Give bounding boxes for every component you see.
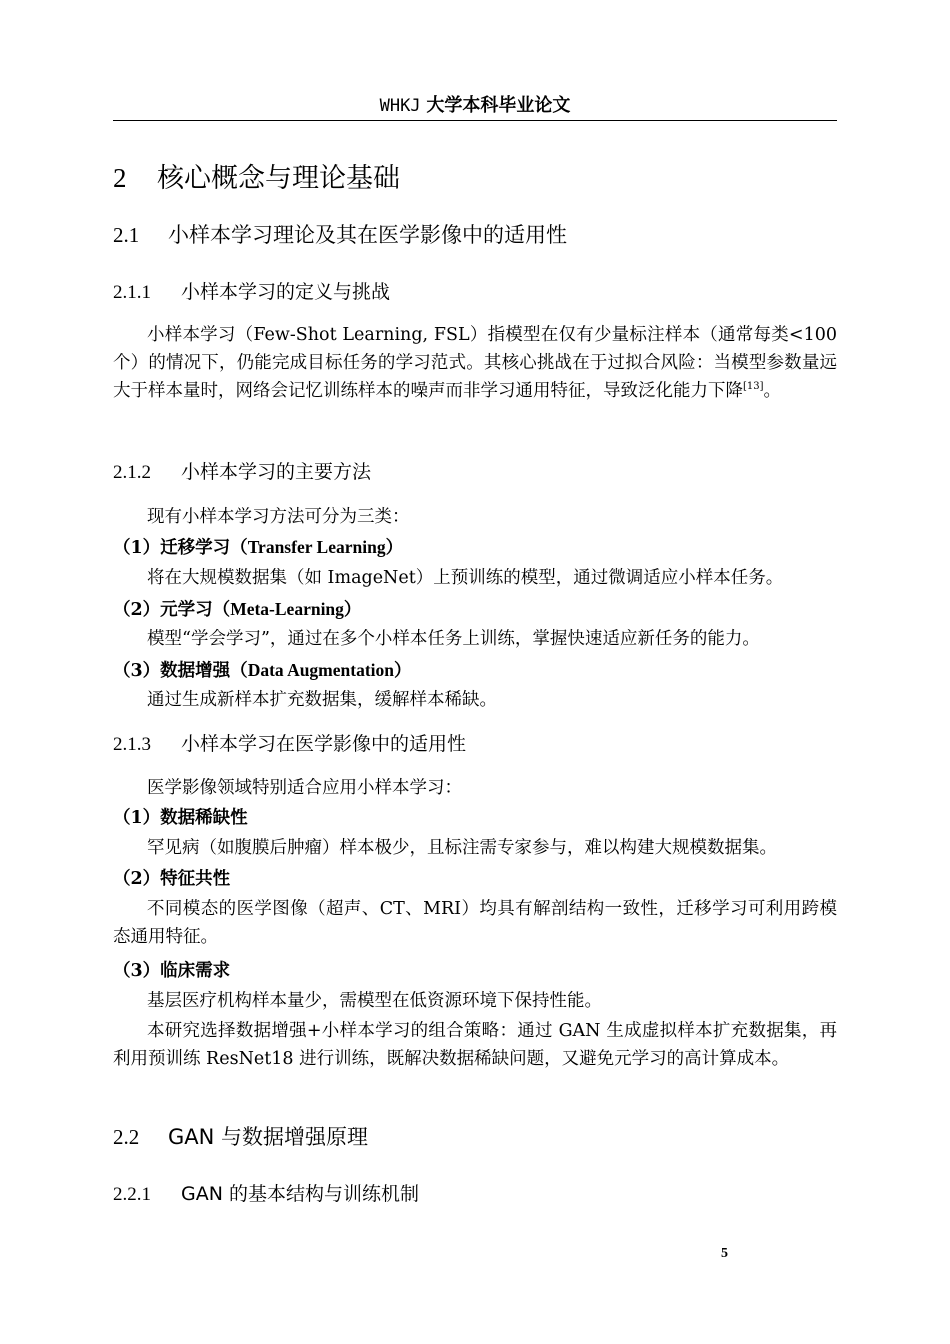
chapter-number: 2 <box>113 163 127 193</box>
subsection-heading-2-1-2 <box>113 458 371 487</box>
reason-desc-scarcity: 罕见病（如腹膜后肿瘤）样本极少，且标注需专家参与，难以构建大规模数据集。 <box>147 838 777 858</box>
method-label-augmentation <box>113 656 412 685</box>
reason-desc-clinical: 基层医疗机构样本量少，需模型在低资源环境下保持性能。 <box>147 991 602 1011</box>
method-desc-transfer: 将在大规模数据集（如 ImageNet）上预训练的模型，通过微调适应小样本任务。 <box>147 568 784 588</box>
section-number: 2.2 <box>113 1125 140 1149</box>
reason-label-clinical: （3）临床需求 <box>113 961 231 981</box>
reason-label-scarcity: （1）数据稀缺性 <box>113 808 248 828</box>
subsection-heading-2-2-1 <box>113 1180 419 1209</box>
label-cn: （1）迁移学习（ <box>113 538 248 558</box>
subsection-number: 2.1.1 <box>113 282 151 303</box>
section-title: GAN 与数据增强原理 <box>168 1125 369 1149</box>
label-close: ） <box>394 661 412 681</box>
subsection-title: 小样本学习的定义与挑战 <box>181 281 391 303</box>
reason-label-features: （2）特征共性 <box>113 869 231 889</box>
subsection-title: 小样本学习在医学影像中的适用性 <box>181 733 467 755</box>
label-close: ） <box>343 600 362 620</box>
citation: [13] <box>743 381 764 392</box>
paragraph-text: 小样本学习（Few-Shot Learning, FSL）指模型在仅有少量标注样本（通常每类<100个）的情况下，仍能完成目标任务的学习范式。其核心挑战在于过拟合风险：当模型参数量远大于样本量时，网络会记忆训练样本的噪声而非学习通用特征，导致泛化能力下降 <box>113 325 837 401</box>
method-desc-augmentation: 通过生成新样本扩充数据集，缓解样本稀缺。 <box>147 690 497 710</box>
section-number: 2.1 <box>113 223 140 247</box>
subsection-number: 2.1.3 <box>113 734 151 755</box>
paragraph-strategy: 本研究选择数据增强+小样本学习的组合策略：通过 GAN 生成虚拟样本扩充数据集，再利用预训练 ResNet18 进行训练，既解决数据稀缺问题，又避免元学习的高计算成本。 <box>113 1021 837 1069</box>
subsection-number: 2.2.1 <box>113 1184 151 1205</box>
paragraph-fsl-definition <box>113 321 837 405</box>
section-heading-2-2 <box>113 1122 368 1152</box>
method-desc-meta: 模型“学会学习”，通过在多个小样本任务上训练，掌握快速适应新任务的能力。 <box>147 629 760 649</box>
subsection-title: GAN 的基本结构与训练机制 <box>181 1183 419 1205</box>
label-cn: （3）数据增强（ <box>113 661 248 681</box>
subsection-number: 2.1.2 <box>113 462 151 483</box>
subsection-title: 小样本学习的主要方法 <box>181 461 372 483</box>
chapter-title: 核心概念与理论基础 <box>157 163 400 194</box>
label-en: Meta-Learning <box>230 599 344 619</box>
paragraph-end: 。 <box>763 381 782 401</box>
chapter-heading <box>113 160 400 197</box>
subsection-heading-2-1-1 <box>113 278 390 307</box>
section-title: 小样本学习理论及其在医学影像中的适用性 <box>168 223 567 247</box>
header-rule <box>113 120 837 121</box>
reason-desc-features: 不同模态的医学图像（超声、CT、MRI）均具有解剖结构一致性，迁移学习可利用跨模态通用特征。 <box>113 899 837 947</box>
header-cjk: 大学本科毕业论文 <box>426 95 571 116</box>
paragraph-applicability-intro: 医学影像领域特别适合应用小样本学习： <box>147 778 462 798</box>
label-en: Transfer Learning <box>247 537 386 557</box>
page-number: 5 <box>721 1246 728 1261</box>
method-label-meta <box>113 595 361 624</box>
subsection-heading-2-1-3 <box>113 730 466 759</box>
label-cn: （2）元学习（ <box>113 600 231 620</box>
section-heading-2-1 <box>113 220 567 250</box>
label-en: Data Augmentation <box>247 660 395 680</box>
header-latin: WHKJ <box>379 96 421 116</box>
label-close: ） <box>385 538 404 558</box>
method-label-transfer <box>113 533 403 562</box>
running-header <box>113 92 837 120</box>
paragraph-methods-intro: 现有小样本学习方法可分为三类： <box>147 507 410 527</box>
